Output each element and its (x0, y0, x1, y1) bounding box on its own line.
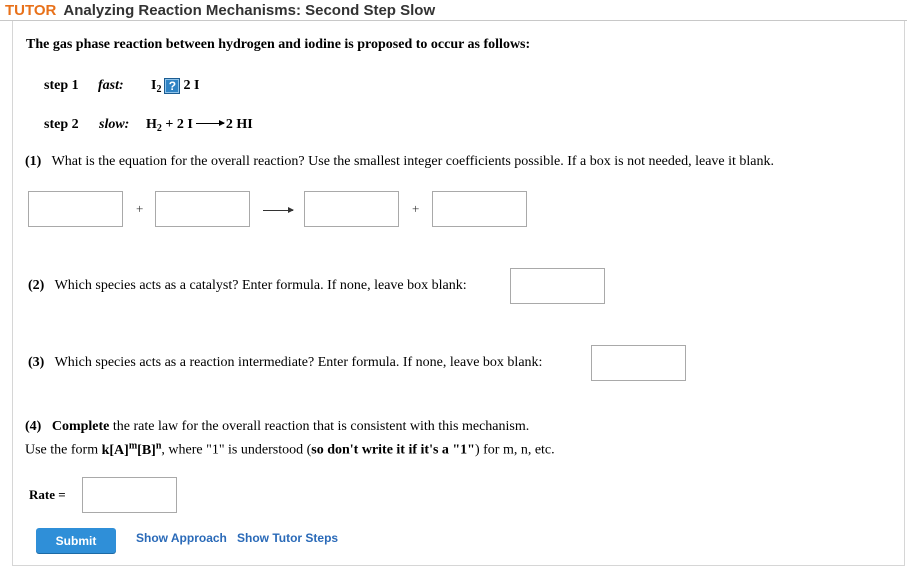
step-2-product: 2 HI (225, 117, 253, 132)
step-1-label: step 1 (44, 78, 79, 93)
reaction-arrow-icon (196, 123, 224, 124)
step-2-label: step 2 (44, 117, 79, 132)
step-1-reactant: I (151, 78, 157, 93)
show-approach-link[interactable]: Show Approach (136, 531, 227, 545)
catalyst-input[interactable] (510, 268, 605, 304)
question-3: (3) Which species acts as a reaction intermediate? Enter formula. If none, leave box blank: (28, 355, 543, 370)
step-2-reactant-a: H (146, 117, 157, 132)
reactant-plus: + (136, 201, 144, 216)
product-1-input[interactable] (304, 191, 399, 227)
page-title: Analyzing Reaction Mechanisms: Second Step Slow (63, 2, 436, 19)
page-header (0, 0, 907, 21)
reactant-1-input[interactable] (28, 191, 123, 227)
step-2-plus: + (165, 117, 174, 132)
step-2-reactant-a-subscript: 2 (156, 123, 162, 134)
product-plus: + (412, 201, 420, 216)
question-2: (2) Which species acts as a catalyst? Enter formula. If none, leave box blank: (28, 278, 467, 293)
question-4-line-2: Use the form $k[A]^m[B]^n$, where "1" is understood (so don't write it if it's a "1") for m, n, etc. (25, 440, 555, 458)
step-2-reactant-b: 2 I (176, 117, 193, 132)
equilibrium-help-icon[interactable]: ? (164, 78, 180, 94)
tutor-label: TUTOR (5, 2, 57, 19)
rate-label: Rate = (29, 487, 66, 502)
show-tutor-steps-link[interactable]: Show Tutor Steps (237, 531, 339, 545)
step-2-speed: slow: (99, 117, 130, 132)
question-1: (1) What is the equation for the overall reaction? Use the smallest integer coefficients possible. If a box is not needed, leave it blank. (25, 154, 775, 169)
intro-text: The gas phase reaction between hydrogen and iodine is proposed to occur as follows: (26, 37, 531, 52)
product-2-input[interactable] (432, 191, 527, 227)
rate-law-form: $k[A]^m[B]^n$ (101, 440, 162, 458)
step-1-speed: fast: (98, 78, 124, 93)
intermediate-input[interactable] (591, 345, 686, 381)
rate-law-input[interactable] (82, 477, 177, 513)
overall-reaction-arrow-icon (263, 210, 293, 211)
step-2-equation (146, 117, 253, 134)
question-4-line-1: (4) Complete the rate law for the overall reaction that is consistent with this mechanism. (25, 419, 530, 434)
submit-button[interactable]: Submit (36, 528, 116, 553)
step-1-product: 2 I (183, 78, 200, 93)
step-1-reactant-subscript: 2 (156, 84, 162, 95)
reactant-2-input[interactable] (155, 191, 250, 227)
step-1-equation (151, 78, 199, 95)
